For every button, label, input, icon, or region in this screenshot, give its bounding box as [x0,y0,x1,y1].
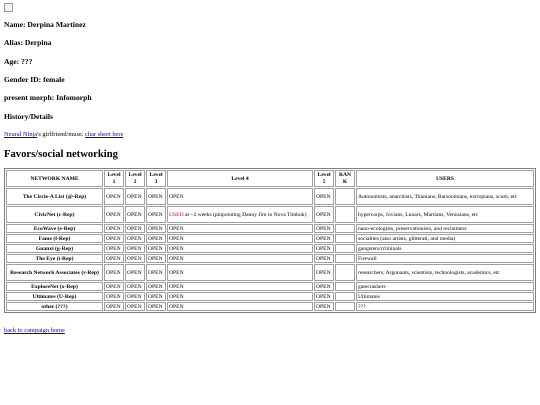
table-row [6,206,534,223]
profile-name: Name: Derpina Martinez [4,20,86,29]
level3-cell: OPEN [146,264,166,281]
table-row [6,244,534,253]
details-text: 's girlfriend/muse. [37,131,86,139]
level1-cell: OPEN [104,234,124,243]
level3-cell: OPEN [146,234,166,243]
level3-cell: OPEN [146,206,166,223]
level5-cell: OPEN [314,264,334,281]
back-to-campaign-link[interactable]: back to campaign home [4,327,65,335]
history-heading: History/Details [4,111,53,121]
network-name: CivicNet (c-Rep) [6,206,103,223]
level2-cell: OPEN [125,188,145,205]
level1-cell: OPEN [104,264,124,281]
profile-morph: present morph: Infomorph [4,93,92,103]
network-name: The Circle-A List (@-Rep) [6,188,103,205]
table-row [6,264,534,281]
level5-cell: OPEN [314,282,334,291]
level2-cell: OPEN [125,224,145,233]
level2-cell: OPEN [125,282,145,291]
level1-cell: OPEN [104,224,124,233]
level1-cell: OPEN [104,302,124,311]
level4-cell: OPEN [167,224,313,233]
level5-cell: OPEN [314,188,334,205]
level2-cell: OPEN [125,244,145,253]
level1-cell: OPEN [104,206,124,223]
level3-cell: OPEN [146,302,166,311]
col-header-level2: Level 2 [125,170,145,187]
level4-cell: OPEN [167,302,313,311]
network-name: other (???) [6,302,103,311]
neural-ninja-link[interactable]: Neural Ninja [4,131,38,139]
col-header-level4: Level 4 [167,170,313,187]
rank-cell [335,234,355,243]
level2-cell: OPEN [125,292,145,301]
details-line [4,131,536,139]
rank-cell [335,254,355,263]
level1-cell: OPEN [104,282,124,291]
broken-image-icon [4,3,13,12]
users-cell: gatecrashers [356,282,534,291]
table-row [6,188,534,205]
level5-cell: OPEN [314,244,334,253]
level4-cell: OPEN [167,234,313,243]
rank-cell [335,282,355,291]
char-sheet-link[interactable]: char sheet here [85,131,124,139]
level3-cell: OPEN [146,282,166,291]
level3-cell: OPEN [146,254,166,263]
table-header-row [6,170,534,187]
profile-age: Age: ??? [4,56,33,66]
col-header-level5: Level 5 [314,170,334,187]
rank-cell [335,302,355,311]
rank-cell [335,292,355,301]
level5-cell: OPEN [314,254,334,263]
users-cell: Firewall [356,254,534,263]
level2-cell: OPEN [125,264,145,281]
users-cell: Autonomists, anarchists, Titanians, Barsoomians, extropians, scum, etc [356,188,534,205]
table-row [6,224,534,233]
level4-cell: OPEN [167,264,313,281]
table-row [6,234,534,243]
level4-cell: OPEN [167,254,313,263]
level4-cell: OPEN [167,282,313,291]
profile-gender: Gender ID: female [4,75,65,85]
level5-cell: OPEN [314,224,334,233]
level3-cell: OPEN [146,224,166,233]
level3-cell: OPEN [146,188,166,205]
col-header-level1: Level 1 [104,170,124,187]
network-name: ExploreNet (x-Rep) [6,282,103,291]
level3-cell: OPEN [146,244,166,253]
level2-cell: OPEN [125,234,145,243]
users-cell: researchers, Argonauts, scientists, technologists, academics, etc [356,264,534,281]
users-cell: hypercorps, Jovians, Lunars, Martians, Venusians, etc [356,206,534,223]
rank-cell [335,206,355,223]
network-name: Fame (f-Rep) [6,234,103,243]
table-row [6,292,534,301]
rank-cell [335,224,355,233]
level3-cell: OPEN [146,292,166,301]
network-name: Ultimates (U-Rep) [6,292,103,301]
level4-note: at ~2 weeks (pinpointing Danny Jim to Nova Timbuk) [183,211,307,218]
network-name: Research Network Associates (r-Rep) [6,264,103,281]
col-header-users: USERS [356,170,534,187]
users-cell: nano-ecologists, preservationists, and reclaimers [356,224,534,233]
rank-cell [335,188,355,205]
network-name: The Eye (i-Rep) [6,254,103,263]
level1-cell: OPEN [104,254,124,263]
level4-cell: OPEN [167,244,313,253]
col-header-rank: RANK [335,170,355,187]
col-header-level3: Level 3 [146,170,166,187]
level5-cell: OPEN [314,292,334,301]
col-header-network: NETWORK NAME [6,170,103,187]
level5-cell: OPEN [314,206,334,223]
rank-cell [335,244,355,253]
level2-cell: OPEN [125,302,145,311]
level2-cell: OPEN [125,254,145,263]
level1-cell: OPEN [104,244,124,253]
users-cell: Ultimates [356,292,534,301]
table-row [6,282,534,291]
character-page [4,3,536,335]
favors-table [4,168,536,313]
footer [4,327,536,335]
users-cell: gangsters/criminals [356,244,534,253]
network-name: EcoWave (e-Rep) [6,224,103,233]
level5-cell: OPEN [314,234,334,243]
level4-cell: OPEN [167,188,313,205]
users-cell: ??? [356,302,534,311]
level2-cell: OPEN [125,206,145,223]
level1-cell: OPEN [104,292,124,301]
users-cell: socialites (also artists, glitterati, and media) [356,234,534,243]
level4-cell: OPEN [167,292,313,301]
level1-cell: OPEN [104,188,124,205]
rank-cell [335,264,355,281]
table-row [6,302,534,311]
used-label: USED [169,211,184,218]
table-row [6,254,534,263]
profile-alias: Alias: Derpina [4,38,52,48]
level5-cell: OPEN [314,302,334,311]
favors-heading: Favors/social networking [4,148,118,160]
level4-cell [167,206,313,223]
network-name: Guanxi (g-Rep) [6,244,103,253]
